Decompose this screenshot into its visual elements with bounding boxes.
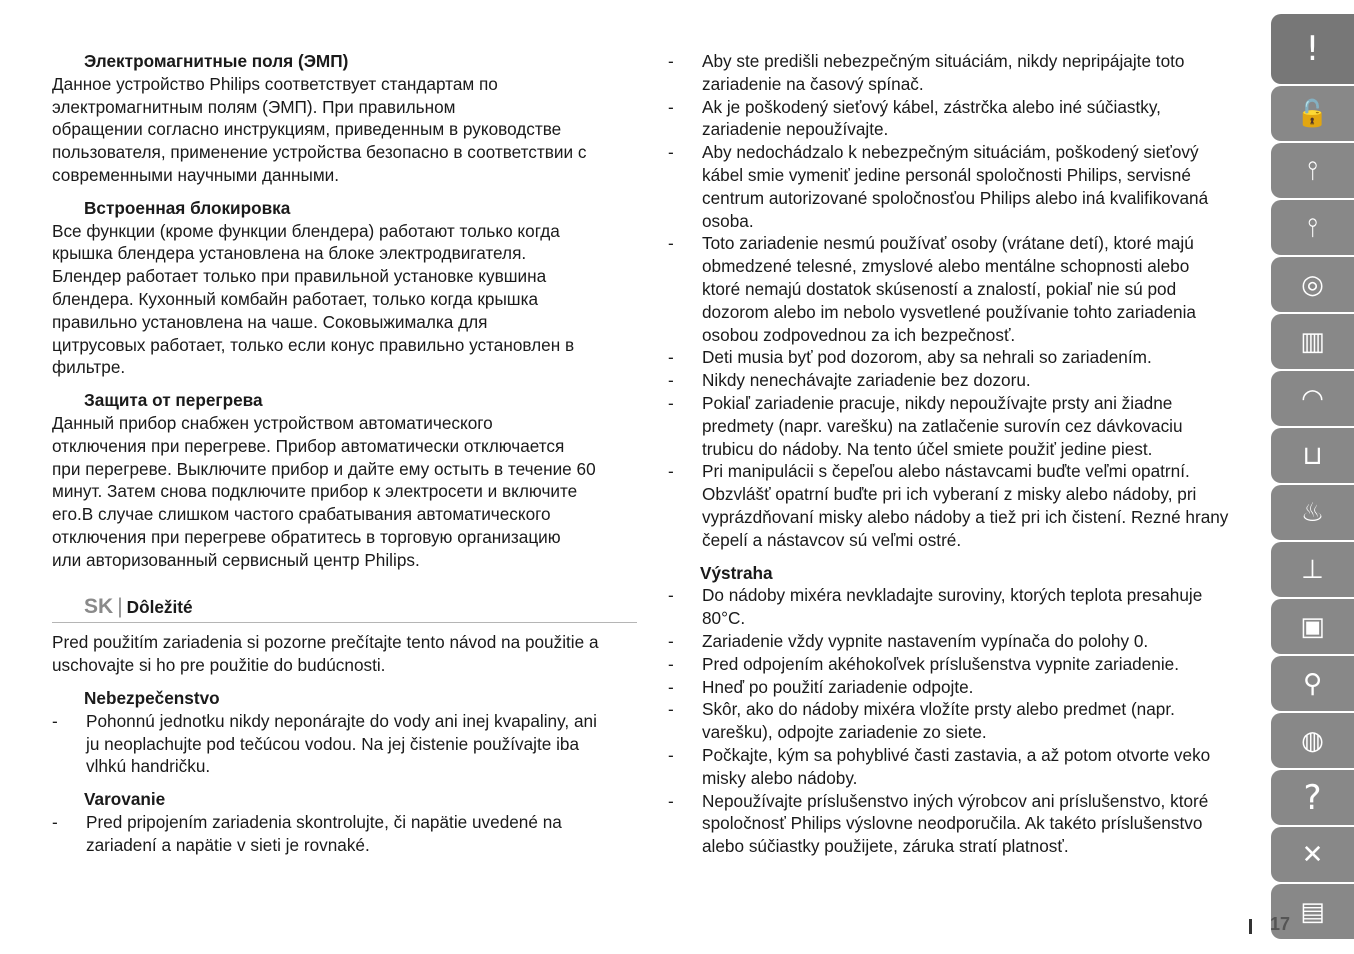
tap-icon: ⊥ <box>1301 554 1324 585</box>
list-item-line: spoločnosť Philips výslovne neodporučila. Ak takéto príslušenstvo <box>702 813 1203 834</box>
list-item <box>668 346 1248 369</box>
list-item <box>668 584 1248 630</box>
chapter-tab-recycle-bin[interactable] <box>1271 827 1354 882</box>
intro-paragraph <box>52 631 637 677</box>
text-line: минут. Затем снова подключите прибор к электросети и включите <box>52 481 578 502</box>
text-line: Все функции (кроме функции блендера) работают только когда <box>52 220 560 241</box>
warning-heading: Varovanie <box>84 789 166 810</box>
warning-list-continued <box>668 50 1248 552</box>
list-item-line: Počkajte, kým sa pohyblivé časti zastavia, a až potom otvorte veko <box>702 744 1211 765</box>
bullet-dash: - <box>668 461 674 482</box>
text-line: его.В случае слишком частого срабатывания автоматического <box>52 504 551 525</box>
warning-list <box>52 811 637 857</box>
bullet-dash: - <box>668 142 674 163</box>
list-item-line: alebo súčiastky použijete, záruka stratí platnosť. <box>702 836 1069 857</box>
list-item-line: ju neoplachujte pod tečúcou vodou. Na jej čistenie používajte iba <box>86 733 580 754</box>
overheat-heading: Защита от перегрева <box>84 390 263 411</box>
list-item <box>668 630 1248 653</box>
bullet-dash: - <box>668 744 674 765</box>
list-item-line: 80°C. <box>702 608 746 629</box>
list-item-line: Do nádoby mixéra nevkladajte suroviny, ktorých teplota presahuje <box>702 585 1203 606</box>
text-line: при перегреве. Выключите прибор и дайте ему остыть в течение 60 <box>52 458 596 479</box>
chapter-tab-exclamation[interactable] <box>1271 14 1354 84</box>
text-line: отключения при перегреве. Прибор автоматически отключается <box>52 435 565 456</box>
list-item-line: Ak je poškodený sieťový kábel, zástrčka alebo iné súčiastky, <box>702 96 1161 117</box>
emf-heading: Электромагнитные поля (ЭМП) <box>84 51 349 71</box>
bullet-dash: - <box>668 653 674 674</box>
list-item-line: zariadenie nepoužívajte. <box>702 119 889 140</box>
bullet-dash: - <box>668 676 674 697</box>
list-item-line: Pred odpojením akéhokoľvek príslušenstva vypnite zariadenie. <box>702 653 1179 674</box>
list-item-line: centrum autorizované spoločnosťou Philips alebo iná kvalifikovaná <box>702 187 1209 208</box>
bullet-dash: - <box>52 710 58 731</box>
bullet-dash: - <box>668 51 674 71</box>
list-item-line: zariadení a napätie v sieti je rovnaké. <box>86 834 370 855</box>
bullet-dash: - <box>668 370 674 391</box>
page-number-bar <box>1249 919 1252 934</box>
caution-list <box>668 584 1248 858</box>
list-item-line: dozorom alebo im nebolo vysvetlené používanie tohto zariadenia <box>702 301 1196 322</box>
right-column <box>668 50 1248 858</box>
chapter-tab-magnifier[interactable] <box>1271 656 1354 711</box>
bullet-dash: - <box>668 585 674 606</box>
text-line: пользователя, применение устройства безопасно в соответствии с <box>52 142 587 163</box>
globe-icon: ◍ <box>1301 725 1324 756</box>
list-item-line: ktoré nemajú dostatok skúseností a znalostí, pokiaľ nie sú pod <box>702 278 1177 299</box>
blade-icon: ⫯ <box>1306 155 1319 186</box>
chapter-tab-blade[interactable] <box>1271 143 1354 198</box>
book-icon: ▤ <box>1300 896 1325 927</box>
list-item-line: čepelí a nástavcov sú veľmi ostré. <box>702 529 962 550</box>
chapter-tab-unlock[interactable] <box>1271 86 1354 141</box>
bullet-dash: - <box>668 233 674 254</box>
text-line: или авторизованный сервисный центр Philips. <box>52 549 420 570</box>
text-line: блендера. Кухонный комбайн работает, только когда крышка <box>52 288 539 309</box>
storage-box-icon: ▣ <box>1300 611 1325 642</box>
text-line: Блендер работает только при правильной установке кувшина <box>52 266 547 287</box>
list-item-line: predmety (napr. varešku) na zatlačenie surovín cez dávkovaciu <box>702 415 1183 436</box>
list-item <box>668 698 1248 744</box>
list-item-line: misky alebo nádoby. <box>702 767 858 788</box>
text-line: правильно установлена на чаше. Соковыжималка для <box>52 311 488 332</box>
list-item <box>668 369 1248 392</box>
list-item-line: Pohonnú jednotku nikdy neponárajte do vody ani inej kvapaliny, ani <box>86 710 597 731</box>
mixer-icon: ▥ <box>1300 326 1325 357</box>
section-title: Dôležité <box>126 596 193 617</box>
overheat-paragraph <box>52 412 637 572</box>
list-item-line: osobou zodpovednou za ich bezpečnosť. <box>702 324 1016 345</box>
chapter-tab-storage-box[interactable] <box>1271 599 1354 654</box>
list-item-line: Toto zariadenie nesmú používať osoby (vrátane detí), ktoré majú <box>702 233 1194 254</box>
list-item-line: vyprázdňovaní misky alebo nádoby a tiež pri ich čistení. Rezné hrany <box>702 506 1229 527</box>
juicer-icon: ♨ <box>1300 497 1325 528</box>
list-item-line: varešku), odpojte zariadenie zo siete. <box>702 722 987 743</box>
list-item-line: Hneď po použití zariadenie odpojte. <box>702 676 974 697</box>
list-item <box>668 232 1248 346</box>
list-item-line: Zariadenie vždy vypnite nastavením vypínača do polohy 0. <box>702 630 1149 651</box>
list-item <box>668 392 1248 460</box>
chapter-tab-disc[interactable] <box>1271 257 1354 312</box>
header-separator: | <box>117 594 123 618</box>
list-item-line: Nepoužívajte príslušenstvo iných výrobcov ani príslušenstvo, ktoré <box>702 790 1209 811</box>
list-item <box>668 460 1248 551</box>
list-item-line: Pred pripojením zariadenia skontrolujte, či napätie uvedené na <box>86 811 562 832</box>
chapter-tab-globe[interactable] <box>1271 713 1354 768</box>
question-icon: ? <box>1303 777 1322 818</box>
chapter-tab-mixer[interactable] <box>1271 314 1354 369</box>
bullet-dash: - <box>668 96 674 117</box>
chapter-tab-citrus-press[interactable] <box>1271 371 1354 426</box>
danger-list <box>52 710 637 778</box>
list-item <box>668 50 1248 96</box>
chapter-tab-question[interactable] <box>1271 770 1354 825</box>
language-code: SK <box>84 594 114 618</box>
jug-icon: ⊔ <box>1302 440 1323 471</box>
list-item-line: obmedzené telesné, zmyslové alebo mentálne schopnosti alebo <box>702 256 1190 277</box>
text-line: электромагнитным полям (ЭМП). При правильном <box>52 96 456 117</box>
bullet-dash: - <box>52 811 58 832</box>
list-item-line: Pokiaľ zariadenie pracuje, nikdy nepoužívajte prsty ani žiadne <box>702 392 1173 413</box>
text-line: обращении согласно инструкциям, приведенным в руководстве <box>52 119 562 140</box>
text-line: Данный прибор снабжен устройством автоматического <box>52 412 493 433</box>
list-item-line: Deti musia byť pod dozorom, aby sa nehrali so zariadením. <box>702 347 1152 368</box>
list-item-line: Skôr, ako do nádoby mixéra vložíte prsty alebo predmet (napr. <box>702 699 1175 720</box>
chapter-tab-kneading-tool[interactable] <box>1271 200 1354 255</box>
interlock-heading: Встроенная блокировка <box>84 197 291 218</box>
kneading-tool-icon: ⫯ <box>1306 212 1319 243</box>
list-item <box>668 96 1248 142</box>
text-line: фильтре. <box>52 357 126 378</box>
text-line: современными научными данными. <box>52 164 340 185</box>
text-line: Данное устройство Philips соответствует стандартам по <box>52 73 498 94</box>
list-item <box>668 653 1248 676</box>
interlock-paragraph <box>52 220 637 380</box>
text-line: отключения при перегреве обратитесь в торговую организацию <box>52 526 561 547</box>
list-item-line: Pri manipulácii s čepeľou alebo nástavcami buďte veľmi opatrní. <box>702 461 1190 482</box>
list-item <box>52 811 637 857</box>
text-line: крышка блендера установлена на блоке электродвигателя. <box>52 243 527 264</box>
list-item <box>668 790 1248 858</box>
text-line: цитрусовых работает, только если конус правильно установлен в <box>52 334 575 355</box>
bullet-dash: - <box>668 392 674 413</box>
emf-paragraph <box>52 73 637 187</box>
caution-heading: Výstraha <box>700 562 773 583</box>
unlock-icon: 🔓 <box>1296 98 1329 129</box>
chapter-tab-jug[interactable] <box>1271 428 1354 483</box>
exclamation-icon: ! <box>1305 29 1320 69</box>
list-item-line: zariadenie na časový spínač. <box>702 73 924 94</box>
citrus-press-icon: ◠ <box>1301 383 1324 414</box>
bullet-dash: - <box>668 347 674 368</box>
list-item <box>668 676 1248 699</box>
list-item <box>668 141 1248 232</box>
text-line: Pred použitím zariadenia si pozorne prečítajte tento návod na použitie a <box>52 632 599 653</box>
list-item <box>668 744 1248 790</box>
bullet-dash: - <box>668 699 674 720</box>
list-item <box>52 710 637 778</box>
magnifier-icon: ⚲ <box>1302 668 1323 699</box>
recycle-bin-icon: ✕ <box>1301 839 1324 870</box>
chapter-tab-juicer[interactable] <box>1271 485 1354 540</box>
danger-heading: Nebezpečenstvo <box>84 687 220 708</box>
text-line: uschovajte si ho pre použitie do budúcnosti. <box>52 655 386 676</box>
list-item-line: Aby nedochádzalo k nebezpečným situáciám, poškodený sieťový <box>702 142 1199 163</box>
chapter-tab-tap[interactable] <box>1271 542 1354 597</box>
left-column <box>52 50 637 857</box>
page-number: 17 <box>1270 914 1291 934</box>
list-item-line: osoba. <box>702 210 754 231</box>
section-header-sk <box>52 596 637 624</box>
disc-icon: ◎ <box>1301 269 1324 300</box>
list-item-line: Nikdy nenechávajte zariadenie bez dozoru. <box>702 370 1031 391</box>
list-item-line: Aby ste predišli nebezpečným situáciám, nikdy nepripájajte toto <box>702 51 1185 71</box>
list-item-line: Obzvlášť opatrní buďte pri ich vyberaní z misky alebo nádoby, pri <box>702 484 1197 505</box>
bullet-dash: - <box>668 790 674 811</box>
list-item-line: trubicu do nádoby. Na tento účel smiete použiť jedine piest. <box>702 438 1153 459</box>
list-item-line: kábel smie vymeniť jedine personál spoločnosti Philips, servisné <box>702 164 1191 185</box>
list-item-line: vlhkú handričku. <box>86 756 211 777</box>
bullet-dash: - <box>668 630 674 651</box>
